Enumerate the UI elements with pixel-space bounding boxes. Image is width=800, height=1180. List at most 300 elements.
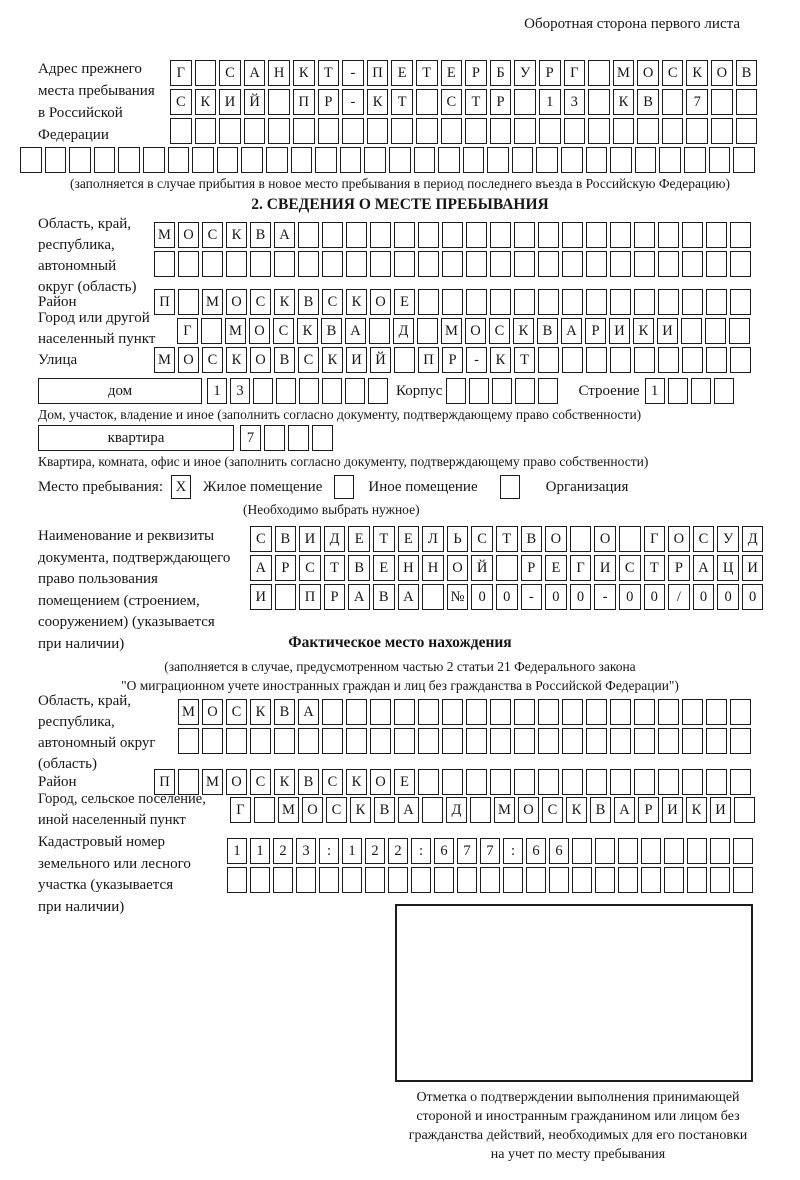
char-cell[interactable]: М xyxy=(494,797,515,823)
char-cell[interactable] xyxy=(275,584,297,610)
char-cell[interactable] xyxy=(192,147,214,173)
char-cell[interactable] xyxy=(538,378,558,404)
char-cell[interactable] xyxy=(618,867,638,893)
char-cell[interactable] xyxy=(610,251,631,277)
char-cell[interactable] xyxy=(268,89,290,115)
char-cell[interactable] xyxy=(318,118,340,144)
char-cell[interactable] xyxy=(394,222,415,248)
char-cell[interactable] xyxy=(706,251,727,277)
char-cell[interactable] xyxy=(178,289,199,315)
char-cell[interactable] xyxy=(733,838,753,864)
char-cell[interactable] xyxy=(345,378,365,404)
char-cell[interactable]: Г xyxy=(570,555,592,581)
char-cell[interactable] xyxy=(370,699,391,725)
char-cell[interactable] xyxy=(463,147,485,173)
char-cell[interactable]: Т xyxy=(391,89,413,115)
char-cell[interactable] xyxy=(219,118,241,144)
char-cell[interactable]: И xyxy=(346,347,367,373)
char-cell[interactable]: К xyxy=(686,797,707,823)
char-cell[interactable] xyxy=(266,147,288,173)
char-cell[interactable]: О xyxy=(465,318,486,344)
char-cell[interactable]: О xyxy=(226,769,247,795)
char-cell[interactable]: 7 xyxy=(480,838,500,864)
char-cell[interactable]: К xyxy=(686,60,708,86)
char-cell[interactable]: 0 xyxy=(644,584,666,610)
char-cell[interactable] xyxy=(539,118,561,144)
char-cell[interactable] xyxy=(411,867,431,893)
char-cell[interactable]: Т xyxy=(465,89,487,115)
char-cell[interactable] xyxy=(586,147,608,173)
char-cell[interactable]: И xyxy=(657,318,678,344)
char-cell[interactable]: П xyxy=(293,89,315,115)
char-cell[interactable] xyxy=(634,728,655,754)
char-cell[interactable]: Т xyxy=(416,60,438,86)
char-cell[interactable] xyxy=(254,797,275,823)
char-cell[interactable]: Г xyxy=(644,526,666,552)
char-cell[interactable]: Е xyxy=(348,526,370,552)
char-cell[interactable]: Р xyxy=(324,584,346,610)
char-cell[interactable] xyxy=(610,769,631,795)
char-cell[interactable] xyxy=(346,728,367,754)
char-cell[interactable]: И xyxy=(609,318,630,344)
char-cell[interactable]: 7 xyxy=(240,425,261,451)
char-cell[interactable]: 2 xyxy=(388,838,408,864)
char-cell[interactable] xyxy=(514,251,535,277)
char-cell[interactable] xyxy=(342,867,362,893)
char-cell[interactable] xyxy=(658,289,679,315)
char-cell[interactable]: М xyxy=(278,797,299,823)
char-cell[interactable] xyxy=(422,797,443,823)
char-cell[interactable] xyxy=(588,118,610,144)
char-cell[interactable] xyxy=(487,147,509,173)
char-cell[interactable] xyxy=(538,289,559,315)
char-cell[interactable]: Р xyxy=(539,60,561,86)
char-cell[interactable] xyxy=(195,60,217,86)
char-cell[interactable]: М xyxy=(154,222,175,248)
char-cell[interactable]: Д xyxy=(324,526,346,552)
char-cell[interactable]: П xyxy=(154,289,175,315)
char-cell[interactable] xyxy=(730,728,751,754)
char-cell[interactable] xyxy=(45,147,67,173)
char-cell[interactable]: С xyxy=(250,526,272,552)
char-cell[interactable] xyxy=(492,378,512,404)
char-cell[interactable]: В xyxy=(590,797,611,823)
char-cell[interactable] xyxy=(490,769,511,795)
char-cell[interactable]: В xyxy=(298,289,319,315)
char-cell[interactable]: С xyxy=(542,797,563,823)
char-cell[interactable]: 0 xyxy=(717,584,739,610)
char-cell[interactable]: С xyxy=(170,89,192,115)
char-cell[interactable] xyxy=(730,769,751,795)
char-cell[interactable] xyxy=(274,728,295,754)
char-cell[interactable]: С xyxy=(322,289,343,315)
char-cell[interactable]: К xyxy=(195,89,217,115)
char-cell[interactable] xyxy=(226,728,247,754)
char-cell[interactable]: С xyxy=(226,699,247,725)
char-cell[interactable] xyxy=(217,147,239,173)
char-cell[interactable] xyxy=(466,699,487,725)
char-cell[interactable]: С xyxy=(441,89,463,115)
char-cell[interactable] xyxy=(682,222,703,248)
char-cell[interactable]: В xyxy=(274,347,295,373)
char-cell[interactable]: А xyxy=(614,797,635,823)
char-cell[interactable] xyxy=(389,147,411,173)
char-cell[interactable]: 1 xyxy=(645,378,665,404)
char-cell[interactable] xyxy=(442,222,463,248)
char-cell[interactable] xyxy=(442,251,463,277)
char-cell[interactable]: В xyxy=(374,797,395,823)
char-cell[interactable]: Р xyxy=(275,555,297,581)
char-cell[interactable] xyxy=(342,118,364,144)
char-cell[interactable] xyxy=(298,222,319,248)
char-cell[interactable]: Е xyxy=(391,60,413,86)
char-cell[interactable]: А xyxy=(345,318,366,344)
char-cell[interactable] xyxy=(496,555,518,581)
char-cell[interactable] xyxy=(562,347,583,373)
char-cell[interactable] xyxy=(658,251,679,277)
char-cell[interactable] xyxy=(446,378,466,404)
char-cell[interactable] xyxy=(634,699,655,725)
char-cell[interactable]: К xyxy=(250,699,271,725)
char-cell[interactable] xyxy=(346,251,367,277)
char-cell[interactable]: К xyxy=(566,797,587,823)
char-cell[interactable] xyxy=(538,222,559,248)
char-cell[interactable]: Г xyxy=(170,60,192,86)
char-cell[interactable] xyxy=(586,769,607,795)
char-cell[interactable] xyxy=(610,289,631,315)
char-cell[interactable]: 3 xyxy=(296,838,316,864)
char-cell[interactable] xyxy=(730,699,751,725)
char-cell[interactable]: Т xyxy=(373,526,395,552)
char-cell[interactable]: 1 xyxy=(207,378,227,404)
char-cell[interactable]: : xyxy=(319,838,339,864)
char-cell[interactable]: Т xyxy=(324,555,346,581)
char-cell[interactable] xyxy=(538,699,559,725)
char-cell[interactable] xyxy=(549,867,569,893)
char-cell[interactable]: К xyxy=(226,347,247,373)
char-cell[interactable] xyxy=(514,769,535,795)
char-cell[interactable] xyxy=(346,699,367,725)
char-cell[interactable]: 1 xyxy=(250,838,270,864)
char-cell[interactable] xyxy=(709,147,731,173)
char-cell[interactable] xyxy=(94,147,116,173)
char-cell[interactable]: 6 xyxy=(526,838,546,864)
char-cell[interactable] xyxy=(538,728,559,754)
char-cell[interactable] xyxy=(503,867,523,893)
char-cell[interactable] xyxy=(659,147,681,173)
char-cell[interactable] xyxy=(687,867,707,893)
char-cell[interactable] xyxy=(414,147,436,173)
char-cell[interactable]: В xyxy=(637,89,659,115)
char-cell[interactable]: К xyxy=(297,318,318,344)
char-cell[interactable] xyxy=(298,251,319,277)
char-cell[interactable]: Р xyxy=(668,555,690,581)
char-cell[interactable]: Е xyxy=(398,526,420,552)
char-cell[interactable] xyxy=(418,728,439,754)
char-cell[interactable] xyxy=(365,867,385,893)
char-cell[interactable]: С xyxy=(693,526,715,552)
char-cell[interactable] xyxy=(536,147,558,173)
char-cell[interactable]: К xyxy=(274,289,295,315)
char-cell[interactable] xyxy=(322,251,343,277)
char-cell[interactable] xyxy=(664,867,684,893)
char-cell[interactable] xyxy=(195,118,217,144)
char-cell[interactable] xyxy=(274,251,295,277)
char-cell[interactable] xyxy=(154,251,175,277)
char-cell[interactable]: М xyxy=(441,318,462,344)
char-cell[interactable]: И xyxy=(594,555,616,581)
char-cell[interactable]: Б xyxy=(490,60,512,86)
char-cell[interactable]: Ц xyxy=(717,555,739,581)
char-cell[interactable] xyxy=(684,147,706,173)
char-cell[interactable] xyxy=(322,378,342,404)
char-cell[interactable]: С xyxy=(326,797,347,823)
char-cell[interactable] xyxy=(562,222,583,248)
char-cell[interactable] xyxy=(637,118,659,144)
char-cell[interactable]: 0 xyxy=(496,584,518,610)
char-cell[interactable] xyxy=(635,147,657,173)
char-cell[interactable] xyxy=(340,147,362,173)
char-cell[interactable] xyxy=(368,378,388,404)
char-cell[interactable] xyxy=(512,147,534,173)
char-cell[interactable] xyxy=(634,289,655,315)
char-cell[interactable] xyxy=(490,222,511,248)
char-cell[interactable] xyxy=(734,797,755,823)
char-cell[interactable]: К xyxy=(613,89,635,115)
char-cell[interactable]: С xyxy=(662,60,684,86)
char-cell[interactable]: С xyxy=(202,347,223,373)
char-cell[interactable]: - xyxy=(466,347,487,373)
char-cell[interactable] xyxy=(178,728,199,754)
char-cell[interactable] xyxy=(253,378,273,404)
char-cell[interactable] xyxy=(595,867,615,893)
char-cell[interactable]: Г xyxy=(230,797,251,823)
char-cell[interactable]: С xyxy=(250,289,271,315)
char-cell[interactable] xyxy=(418,289,439,315)
char-cell[interactable] xyxy=(658,222,679,248)
char-cell[interactable]: 0 xyxy=(693,584,715,610)
char-cell[interactable]: М xyxy=(154,347,175,373)
char-cell[interactable] xyxy=(273,867,293,893)
char-cell[interactable] xyxy=(586,699,607,725)
char-cell[interactable] xyxy=(538,251,559,277)
char-cell[interactable]: Р xyxy=(521,555,543,581)
char-cell[interactable]: О xyxy=(711,60,733,86)
char-cell[interactable] xyxy=(441,118,463,144)
char-cell[interactable]: К xyxy=(322,347,343,373)
char-cell[interactable] xyxy=(664,838,684,864)
char-cell[interactable] xyxy=(710,867,730,893)
char-cell[interactable] xyxy=(457,867,477,893)
char-cell[interactable] xyxy=(572,838,592,864)
char-cell[interactable] xyxy=(490,699,511,725)
char-cell[interactable] xyxy=(729,318,750,344)
char-cell[interactable] xyxy=(736,89,758,115)
char-cell[interactable] xyxy=(561,147,583,173)
char-cell[interactable] xyxy=(514,89,536,115)
char-cell[interactable] xyxy=(515,378,535,404)
char-cell[interactable]: 1 xyxy=(539,89,561,115)
char-cell[interactable]: 1 xyxy=(227,838,247,864)
char-cell[interactable]: Е xyxy=(394,289,415,315)
char-cell[interactable]: К xyxy=(346,769,367,795)
char-cell[interactable]: - xyxy=(521,584,543,610)
char-cell[interactable] xyxy=(610,147,632,173)
char-cell[interactable] xyxy=(610,699,631,725)
char-cell[interactable]: Д xyxy=(393,318,414,344)
char-cell[interactable] xyxy=(634,222,655,248)
char-cell[interactable] xyxy=(227,867,247,893)
char-cell[interactable] xyxy=(394,699,415,725)
char-cell[interactable] xyxy=(315,147,337,173)
char-cell[interactable] xyxy=(691,378,711,404)
char-cell[interactable] xyxy=(514,699,535,725)
char-cell[interactable] xyxy=(244,118,266,144)
char-cell[interactable] xyxy=(322,699,343,725)
char-cell[interactable] xyxy=(20,147,42,173)
char-cell[interactable]: И xyxy=(219,89,241,115)
char-cell[interactable]: В xyxy=(274,699,295,725)
char-cell[interactable]: У xyxy=(717,526,739,552)
char-cell[interactable]: Н xyxy=(398,555,420,581)
char-cell[interactable]: И xyxy=(710,797,731,823)
char-cell[interactable]: О xyxy=(637,60,659,86)
char-cell[interactable] xyxy=(658,769,679,795)
char-cell[interactable]: А xyxy=(250,555,272,581)
char-cell[interactable] xyxy=(514,118,536,144)
char-cell[interactable]: П xyxy=(418,347,439,373)
char-cell[interactable] xyxy=(730,289,751,315)
char-cell[interactable]: В xyxy=(250,222,271,248)
char-cell[interactable] xyxy=(465,118,487,144)
char-cell[interactable] xyxy=(538,347,559,373)
char-cell[interactable]: Ь xyxy=(447,526,469,552)
char-cell[interactable]: О xyxy=(249,318,270,344)
char-cell[interactable] xyxy=(394,347,415,373)
char-cell[interactable] xyxy=(298,728,319,754)
char-cell[interactable] xyxy=(682,347,703,373)
char-cell[interactable] xyxy=(276,378,296,404)
char-cell[interactable] xyxy=(490,289,511,315)
char-cell[interactable] xyxy=(733,147,755,173)
char-cell[interactable]: А xyxy=(561,318,582,344)
char-cell[interactable]: Е xyxy=(441,60,463,86)
char-cell[interactable] xyxy=(416,118,438,144)
char-cell[interactable]: А xyxy=(348,584,370,610)
char-cell[interactable]: 2 xyxy=(273,838,293,864)
char-cell[interactable]: О xyxy=(370,289,391,315)
char-cell[interactable] xyxy=(588,89,610,115)
char-cell[interactable] xyxy=(613,118,635,144)
char-cell[interactable]: С xyxy=(250,769,271,795)
char-cell[interactable] xyxy=(706,347,727,373)
char-cell[interactable]: В xyxy=(275,526,297,552)
char-cell[interactable]: О xyxy=(178,222,199,248)
char-cell[interactable] xyxy=(296,867,316,893)
char-cell[interactable]: С xyxy=(202,222,223,248)
char-cell[interactable] xyxy=(391,118,413,144)
char-cell[interactable] xyxy=(668,378,688,404)
char-cell[interactable]: 1 xyxy=(342,838,362,864)
char-cell[interactable] xyxy=(514,289,535,315)
char-cell[interactable] xyxy=(705,318,726,344)
char-cell[interactable]: М xyxy=(202,289,223,315)
char-cell[interactable]: К xyxy=(346,289,367,315)
char-cell[interactable]: К xyxy=(490,347,511,373)
char-cell[interactable] xyxy=(442,699,463,725)
char-cell[interactable]: - xyxy=(342,89,364,115)
char-cell[interactable]: В xyxy=(298,769,319,795)
char-cell[interactable]: В xyxy=(521,526,543,552)
char-cell[interactable] xyxy=(730,251,751,277)
char-cell[interactable] xyxy=(514,728,535,754)
char-cell[interactable]: Р xyxy=(318,89,340,115)
char-cell[interactable] xyxy=(641,867,661,893)
char-cell[interactable]: 0 xyxy=(619,584,641,610)
char-cell[interactable] xyxy=(466,289,487,315)
char-cell[interactable] xyxy=(619,526,641,552)
char-cell[interactable]: Н xyxy=(268,60,290,86)
char-cell[interactable]: Р xyxy=(465,60,487,86)
char-cell[interactable] xyxy=(686,118,708,144)
char-cell[interactable] xyxy=(388,867,408,893)
char-cell[interactable]: О xyxy=(226,289,247,315)
char-cell[interactable] xyxy=(562,289,583,315)
char-cell[interactable]: Е xyxy=(373,555,395,581)
char-cell[interactable]: : xyxy=(411,838,431,864)
char-cell[interactable]: Й xyxy=(471,555,493,581)
char-cell[interactable]: Р xyxy=(638,797,659,823)
char-cell[interactable]: П xyxy=(299,584,321,610)
char-cell[interactable]: С xyxy=(471,526,493,552)
char-cell[interactable]: 2 xyxy=(365,838,385,864)
char-cell[interactable]: Е xyxy=(545,555,567,581)
char-cell[interactable]: В xyxy=(736,60,758,86)
char-cell[interactable] xyxy=(682,699,703,725)
char-cell[interactable] xyxy=(178,251,199,277)
char-cell[interactable]: Й xyxy=(370,347,391,373)
char-cell[interactable] xyxy=(346,222,367,248)
char-cell[interactable] xyxy=(394,251,415,277)
char-cell[interactable] xyxy=(610,728,631,754)
char-cell[interactable]: С xyxy=(299,555,321,581)
char-cell[interactable] xyxy=(711,118,733,144)
char-cell[interactable] xyxy=(658,347,679,373)
char-cell[interactable] xyxy=(562,699,583,725)
char-cell[interactable]: С xyxy=(619,555,641,581)
char-cell[interactable]: Н xyxy=(422,555,444,581)
char-cell[interactable]: И xyxy=(299,526,321,552)
char-cell[interactable]: В xyxy=(373,584,395,610)
char-cell[interactable] xyxy=(434,867,454,893)
char-cell[interactable] xyxy=(681,318,702,344)
char-cell[interactable] xyxy=(466,251,487,277)
char-cell[interactable] xyxy=(562,769,583,795)
char-cell[interactable] xyxy=(586,289,607,315)
char-cell[interactable] xyxy=(250,867,270,893)
char-cell[interactable]: В xyxy=(321,318,342,344)
char-cell[interactable] xyxy=(367,118,389,144)
char-cell[interactable] xyxy=(538,769,559,795)
char-cell[interactable]: С xyxy=(489,318,510,344)
char-cell[interactable]: А xyxy=(298,699,319,725)
char-cell[interactable] xyxy=(442,728,463,754)
char-cell[interactable]: Т xyxy=(644,555,666,581)
char-cell[interactable] xyxy=(268,118,290,144)
char-cell[interactable] xyxy=(241,147,263,173)
char-cell[interactable]: К xyxy=(350,797,371,823)
char-cell[interactable] xyxy=(564,118,586,144)
